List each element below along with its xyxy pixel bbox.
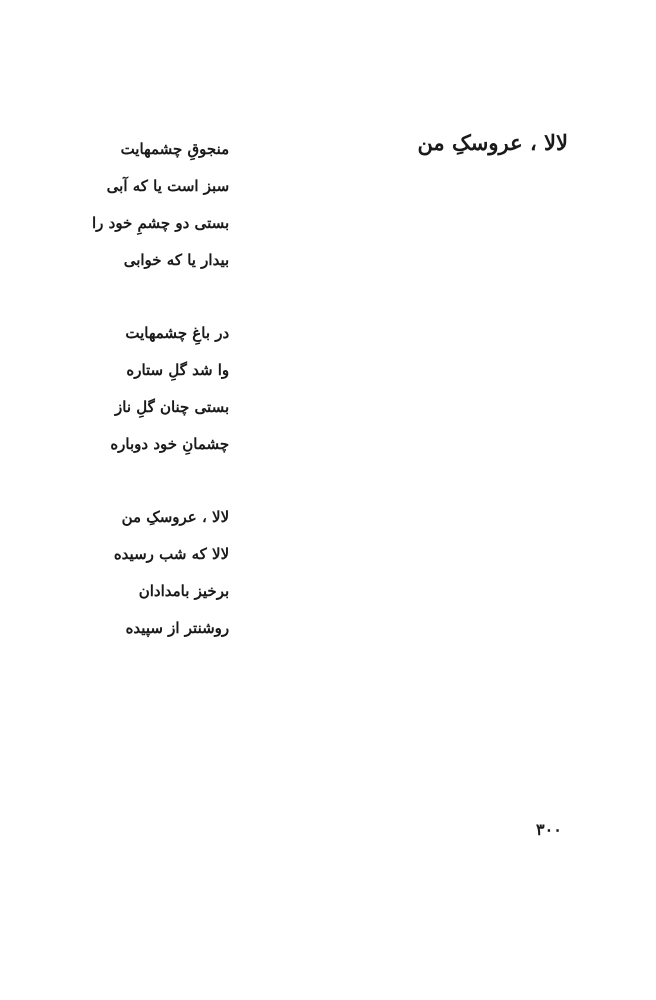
poem-line: وا شد گلِ ستاره <box>126 361 230 379</box>
page-number: ۳۰۰ <box>536 820 562 839</box>
stanza-1 <box>92 134 229 282</box>
poem-body <box>92 134 229 686</box>
poem-line: بستی دو چشمِ خود را <box>92 214 230 232</box>
poem-line: برخیز بامدادان <box>138 582 230 600</box>
poem-title: لالا ، عروسکِ من <box>417 130 568 155</box>
stanza-2 <box>92 318 229 466</box>
poem-line: در باغِ چشمهایت <box>125 324 230 342</box>
poem-line: بیدار یا که خوابی <box>123 251 230 269</box>
poem-line: چشمانِ خود دوباره <box>110 435 230 453</box>
poem-line: سبز است یا که آبی <box>106 177 230 195</box>
poem-line: لالا که شب رسیده <box>113 545 230 563</box>
poem-line: بستی چنان گلِ ناز <box>115 398 230 416</box>
poem-line: روشنتر از سپیده <box>125 619 230 637</box>
stanza-3 <box>92 502 229 650</box>
poem-line: لالا ، عروسکِ من <box>121 508 230 526</box>
poem-line: منجوقِ چشمهایت <box>120 140 230 158</box>
